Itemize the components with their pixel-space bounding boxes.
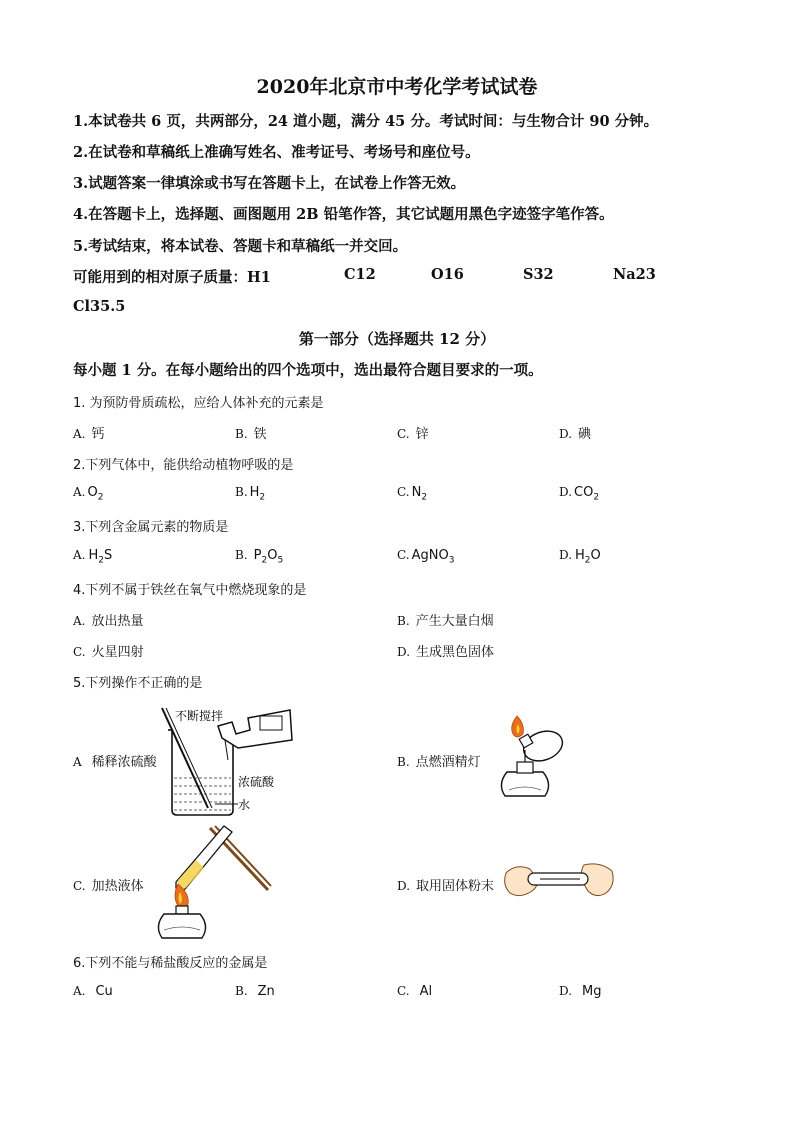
- note-2: 2.在试卷和草稿纸上准确写姓名、准考证号、考场号和座位号。: [73, 144, 480, 161]
- figure-dilute-acid: [140, 700, 310, 825]
- note-3: 3.试题答案一律填涂或书写在答题卡上，在试卷上作答无效。: [73, 175, 466, 192]
- part1-heading: 第一部分（选择题共 12 分）: [298, 330, 496, 348]
- q2-option-c[interactable]: C. $N_2$: [397, 485, 428, 503]
- atomic-mass-c: C12: [344, 266, 376, 283]
- q6-option-d[interactable]: D. Mg: [559, 984, 602, 999]
- q4-stem: 4.下列不属于铁丝在氧气中燃烧现象的是: [73, 583, 307, 598]
- q4-option-a[interactable]: A. 放出热量: [73, 614, 144, 629]
- q3-option-b[interactable]: B. $P_2O_5$: [235, 548, 284, 566]
- q6-option-b[interactable]: B. Zn: [235, 984, 275, 999]
- q6-option-a[interactable]: A. Cu: [73, 984, 113, 999]
- note-5: 5.考试结束，将本试卷、答题卡和草稿纸一并交回。: [73, 238, 408, 255]
- q2-option-d[interactable]: D. $CO_2$: [559, 485, 600, 503]
- q6-option-c[interactable]: C. Al: [397, 984, 433, 999]
- q3-stem: 3.下列含金属元素的物质是: [73, 520, 229, 535]
- q5-option-a[interactable]: A 稀释浓硫酸: [73, 755, 157, 770]
- q5-stem: 5.下列操作不正确的是: [73, 676, 203, 691]
- note-1: 1.本试卷共 6 页，共两部分，24 道小题，满分 45 分。考试时间：与生物合计 90 分钟。: [73, 113, 659, 130]
- atomic-mass-label: 可能用到的相对原子质量：H1: [73, 269, 271, 286]
- q1-option-a[interactable]: A. 钙: [73, 427, 105, 442]
- part1-instruction: 每小题 1 分。在每小题给出的四个选项中，选出最符合题目要求的一项。: [73, 362, 543, 379]
- figure-solid-powder: [500, 855, 618, 907]
- glass-rod: [162, 708, 208, 808]
- q6-stem: 6.下列不能与稀盐酸反应的金属是: [73, 956, 268, 971]
- atomic-mass-cl: Cl35.5: [73, 298, 126, 315]
- q3-option-c[interactable]: C. AgNO$_3$: [397, 548, 455, 566]
- label-acid: 浓硫酸: [238, 775, 275, 789]
- atomic-mass-o: O16: [431, 266, 464, 283]
- label-water: 水: [238, 798, 251, 812]
- q5-option-b[interactable]: B. 点燃酒精灯: [397, 755, 481, 770]
- q5-option-d[interactable]: D. 取用固体粉末: [397, 879, 495, 894]
- q4-option-c[interactable]: C. 火星四射: [73, 645, 144, 660]
- q4-option-b[interactable]: B. 产生大量白烟: [397, 614, 494, 629]
- q2-option-b[interactable]: B. $H_2$: [235, 485, 266, 503]
- q5-option-c[interactable]: C. 加热液体: [73, 879, 144, 894]
- q2-option-a[interactable]: A. $O_2$: [73, 485, 104, 503]
- q1-option-d[interactable]: D. 碘: [559, 427, 592, 442]
- atomic-mass-s: S32: [523, 266, 554, 283]
- exam-title: 2020年北京市中考化学考试试卷: [256, 76, 538, 98]
- q3-option-d[interactable]: D. $H_2O$: [559, 548, 601, 566]
- note-4: 4.在答题卡上，选择题、画图题用 2B 铅笔作答，其它试题用黑色字迹签字笔作答。: [73, 206, 614, 223]
- atomic-mass-na: Na23: [613, 266, 656, 283]
- q1-stem: 1. 为预防骨质疏松，应给人体补充的元素是: [73, 396, 324, 411]
- figure-alcohol-lamp: [485, 710, 570, 802]
- q4-option-d[interactable]: D. 生成黑色固体: [397, 645, 495, 660]
- q1-option-b[interactable]: B. 铁: [235, 427, 267, 442]
- q1-option-c[interactable]: C. 锌: [397, 427, 429, 442]
- figure-heat-liquid: [150, 820, 275, 942]
- q2-stem: 2.下列气体中，能供给动植物呼吸的是: [73, 458, 294, 473]
- label-stir: 不断搅拌: [175, 709, 224, 723]
- q3-option-a[interactable]: A. $H_2S$: [73, 548, 113, 566]
